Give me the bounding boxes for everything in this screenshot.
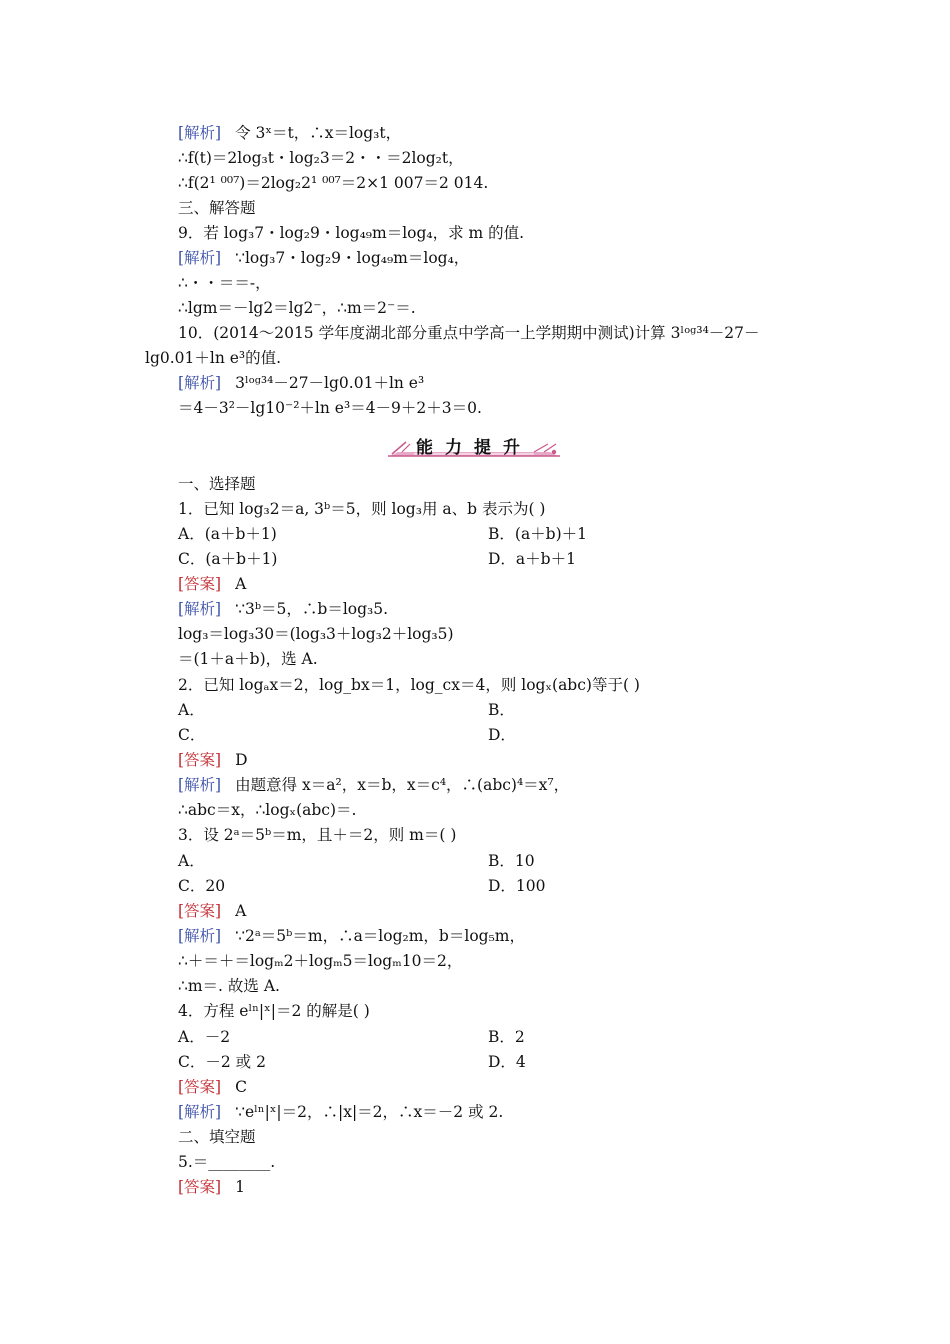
- solution-line: ∴f(2¹ ⁰⁰⁷)＝2log₂2¹ ⁰⁰⁷＝2×1 007＝2 014.: [178, 174, 489, 192]
- answer-tag: [答案]: [178, 902, 222, 920]
- option-c: C．: [178, 726, 206, 744]
- answer-line: [答案] 1: [178, 1178, 245, 1196]
- question-1: 1．已知 log₃2＝a, 3ᵇ＝5，则 log₃用 a、b 表示为( ): [178, 500, 546, 518]
- analysis-tag: [解析]: [178, 600, 222, 618]
- solution-line: log₃＝log₃30＝(log₃3＋log₃2＋log₃5): [178, 625, 454, 643]
- section-banner: [384, 430, 564, 460]
- option-a: A．: [178, 852, 205, 870]
- answer-tag: [答案]: [178, 1078, 222, 1096]
- banner-title: 能力提升: [416, 438, 532, 458]
- solution-line: [解析] 由题意得 x＝a²，x＝b，x＝c⁴，∴(abc)⁴＝x⁷，: [178, 776, 570, 794]
- answer-tag: [答案]: [178, 575, 222, 593]
- question-4: 4．方程 eˡⁿ|ˣ|＝2 的解是( ): [178, 1002, 370, 1020]
- answer-tag: [答案]: [178, 1178, 222, 1196]
- question-3: 3．设 2ᵃ＝5ᵇ＝m，且＋＝2，则 m＝( ): [178, 826, 457, 844]
- solution-line: [解析] ∵3ᵇ＝5，∴b＝log₃5.: [178, 600, 389, 618]
- solution-line: ∴＋＝＋＝logₘ2＋logₘ5＝logₘ10＝2，: [178, 952, 463, 970]
- option-a: A．: [178, 701, 205, 719]
- option-a: A．－2: [178, 1028, 231, 1046]
- option-c: C．－2 或 2: [178, 1053, 266, 1071]
- solution-line: ∴m＝. 故选 A.: [178, 977, 280, 995]
- solution-line: ∴abc＝x，∴logₓ(abc)＝.: [178, 801, 357, 819]
- option-b: B．10: [488, 852, 535, 870]
- section-heading: 二、填空题: [178, 1128, 256, 1146]
- analysis-tag: [解析]: [178, 927, 222, 945]
- section-heading: 一、选择题: [178, 475, 256, 493]
- solution-line: ＝(1＋a＋b)，选 A.: [178, 650, 318, 668]
- option-c: C．20: [178, 877, 226, 895]
- option-a: A．(a＋b＋1): [178, 525, 277, 543]
- question-5: 5.＝________.: [178, 1153, 276, 1171]
- analysis-tag: [解析]: [178, 1103, 222, 1121]
- option-b: B．(a＋b)＋1: [488, 525, 588, 543]
- section-heading: 三、解答题: [178, 199, 256, 217]
- answer-tag: [答案]: [178, 751, 222, 769]
- option-b: B．: [488, 701, 515, 719]
- solution-line: [解析] 3ˡᵒᵍ³⁴－27－lg0.01＋ln e³: [178, 374, 425, 392]
- option-c: C．(a＋b＋1): [178, 550, 278, 568]
- answer-line: [答案] A: [178, 902, 247, 920]
- answer-line: [答案] D: [178, 751, 248, 769]
- option-d: D．4: [488, 1053, 526, 1071]
- question-9: 9．若 log₃7・log₂9・log₄₉m＝log₄，求 m 的值.: [178, 224, 525, 242]
- solution-line: ＝4－3²－lg10⁻²＋ln e³＝4－9＋2＋3＝0.: [178, 399, 482, 417]
- question-10-cont: lg0.01＋ln e³的值.: [145, 349, 282, 367]
- option-d: D．a＋b＋1: [488, 550, 576, 568]
- solution-line: [解析] ∵eˡⁿ|ˣ|＝2，∴|x|＝2，∴x＝－2 或 2.: [178, 1103, 504, 1121]
- solution-line: [解析] ∵log₃7・log₂9・log₄₉m＝log₄，: [178, 249, 470, 267]
- analysis-tag: [解析]: [178, 249, 222, 267]
- question-10: 10．(2014～2015 学年度湖北部分重点中学高一上学期期中测试)计算 3ˡᵒᵍ³⁴－27－: [178, 324, 760, 342]
- solution-line: ∴・・＝＝-，: [178, 274, 271, 292]
- analysis-tag: [解析]: [178, 374, 222, 392]
- solution-line: [解析] 令 3ˣ＝t，∴x＝log₃t，: [178, 124, 402, 142]
- analysis-tag: [解析]: [178, 124, 222, 142]
- analysis-tag: [解析]: [178, 776, 222, 794]
- question-2: 2．已知 logₐx＝2，log_bx＝1，log_cx＝4，则 logₓ(abc)等于( ): [178, 676, 640, 694]
- option-d: D．100: [488, 877, 546, 895]
- solution-line: ∴lgm＝－lg2＝lg2⁻，∴m＝2⁻＝.: [178, 299, 416, 317]
- solution-line: [解析] ∵2ᵃ＝5ᵇ＝m，∴a＝log₂m，b＝log₅m，: [178, 927, 525, 945]
- option-b: B．2: [488, 1028, 525, 1046]
- solution-line: ∴f(t)＝2log₃t・log₂3＝2・・＝2log₂t，: [178, 149, 464, 167]
- option-d: D．: [488, 726, 516, 744]
- answer-line: [答案] A: [178, 575, 247, 593]
- answer-line: [答案] C: [178, 1078, 247, 1096]
